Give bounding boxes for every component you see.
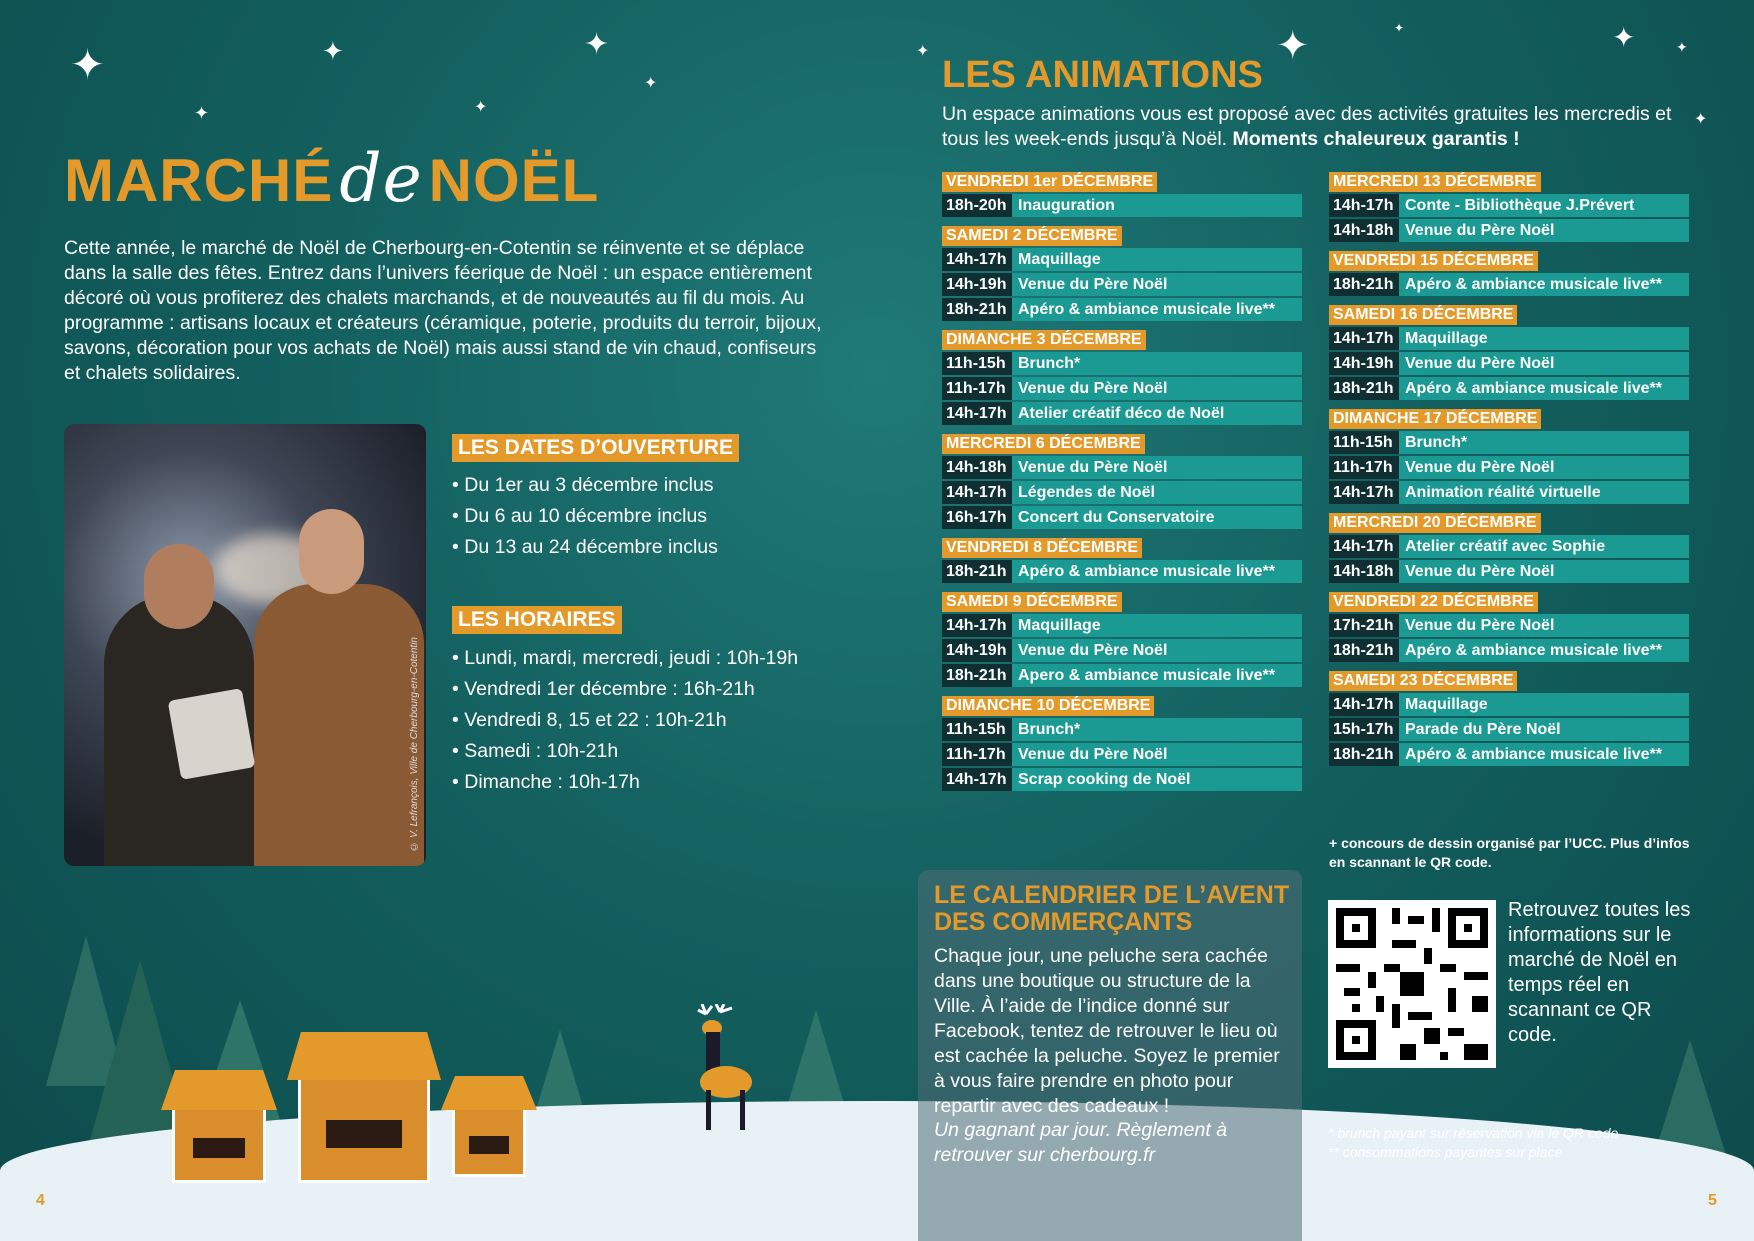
schedule-row bbox=[942, 639, 1302, 662]
schedule-row bbox=[942, 377, 1302, 400]
event-cell: Animation réalité virtuelle bbox=[1399, 481, 1689, 504]
qr-caption: Retrouvez toutes les informations sur le marché de Noël en temps réel en scannant ce QR code. bbox=[1508, 899, 1691, 1046]
schedule-row bbox=[1329, 219, 1689, 242]
day-block bbox=[942, 330, 1302, 425]
list-item: • Vendredi 1er décembre : 16h-21h bbox=[452, 674, 798, 705]
event-cell: Atelier créatif déco de Noël bbox=[1012, 402, 1302, 425]
list-item: • Du 6 au 10 décembre inclus bbox=[452, 501, 718, 532]
advent-calendar-box bbox=[918, 870, 1302, 1241]
advent-title: LE CALENDRIER DE L’AVENT DES COMMERÇANTS bbox=[934, 881, 1290, 936]
list-item: • Lundi, mardi, mercredi, jeudi : 10h-19h bbox=[452, 643, 798, 674]
star-icon: ✦ bbox=[1612, 22, 1636, 53]
event-cell: Venue du Père Noël bbox=[1399, 614, 1689, 637]
schedule-row bbox=[1329, 431, 1689, 454]
day-heading: MERCREDI 20 DÉCEMBRE bbox=[1329, 513, 1541, 533]
schedule-row bbox=[942, 743, 1302, 766]
time-cell: 18h-21h bbox=[942, 664, 1012, 687]
time-cell: 14h-18h bbox=[1329, 219, 1399, 242]
hours-list bbox=[452, 643, 798, 798]
schedule-row bbox=[942, 664, 1302, 687]
photo-credit: © V. Lefrançois, Ville de Cherbourg-en-Cotentin bbox=[409, 637, 420, 852]
time-cell: 14h-19h bbox=[942, 273, 1012, 296]
time-cell: 17h-21h bbox=[1329, 614, 1399, 637]
time-cell: 14h-17h bbox=[1329, 481, 1399, 504]
time-cell: 11h-17h bbox=[942, 377, 1012, 400]
day-block bbox=[1329, 172, 1689, 242]
schedule-row bbox=[1329, 273, 1689, 296]
event-cell: Concert du Conservatoire bbox=[1012, 506, 1302, 529]
day-block bbox=[942, 172, 1302, 217]
star-icon: ✦ bbox=[1276, 24, 1310, 68]
event-cell: Apéro & ambiance musicale live** bbox=[1012, 298, 1302, 321]
event-cell: Venue du Père Noël bbox=[1012, 639, 1302, 662]
schedule-row bbox=[1329, 377, 1689, 400]
animations-intro: Un espace animations vous est proposé avec des activités gratuites les mercredis et tous les week-ends jusqu’à Noël. Moments chaleureux garantis ! bbox=[942, 103, 1672, 150]
schedule-row bbox=[942, 506, 1302, 529]
day-heading: MERCREDI 13 DÉCEMBRE bbox=[1329, 172, 1541, 192]
page-title: MARCHÉde NOËL bbox=[64, 140, 600, 217]
time-cell: 14h-17h bbox=[942, 481, 1012, 504]
event-cell: Maquillage bbox=[1012, 614, 1302, 637]
event-cell: Brunch* bbox=[1012, 718, 1302, 741]
day-heading: SAMEDI 16 DÉCEMBRE bbox=[1329, 305, 1517, 325]
time-cell: 14h-18h bbox=[942, 456, 1012, 479]
time-cell: 11h-17h bbox=[1329, 456, 1399, 479]
dates-heading: LES DATES D’OUVERTURE bbox=[452, 434, 739, 462]
time-cell: 18h-21h bbox=[1329, 743, 1399, 766]
time-cell: 11h-17h bbox=[942, 743, 1012, 766]
advent-rules: Un gagnant par jour. Règlement à retrouver sur cherbourg.fr bbox=[934, 1119, 1228, 1166]
day-heading: DIMANCHE 17 DÉCEMBRE bbox=[1329, 409, 1541, 429]
day-block bbox=[1329, 251, 1689, 296]
list-item: • Vendredi 8, 15 et 22 : 10h-21h bbox=[452, 705, 798, 736]
schedule-row bbox=[1329, 743, 1689, 766]
day-heading: MERCREDI 6 DÉCEMBRE bbox=[942, 434, 1145, 454]
time-cell: 14h-17h bbox=[942, 248, 1012, 271]
schedule-row bbox=[1329, 327, 1689, 350]
time-cell: 14h-17h bbox=[942, 768, 1012, 791]
time-cell: 14h-19h bbox=[1329, 352, 1399, 375]
schedule-row bbox=[1329, 535, 1689, 558]
time-cell: 14h-17h bbox=[942, 614, 1012, 637]
day-heading: VENDREDI 22 DÉCEMBRE bbox=[1329, 592, 1538, 612]
event-cell: Maquillage bbox=[1012, 248, 1302, 271]
schedule-row bbox=[942, 456, 1302, 479]
event-cell: Venue du Père Noël bbox=[1399, 560, 1689, 583]
day-block bbox=[942, 538, 1302, 583]
star-icon: ✦ bbox=[644, 75, 658, 92]
time-cell: 14h-18h bbox=[1329, 560, 1399, 583]
time-cell: 14h-17h bbox=[1329, 693, 1399, 716]
schedule-row bbox=[942, 614, 1302, 637]
schedule-row bbox=[942, 298, 1302, 321]
event-cell: Scrap cooking de Noël bbox=[1012, 768, 1302, 791]
time-cell: 14h-17h bbox=[1329, 327, 1399, 350]
time-cell: 11h-15h bbox=[942, 352, 1012, 375]
event-cell: Inauguration bbox=[1012, 194, 1302, 217]
footnotes: * brunch payant sur réservation via le QR code ** consommations payantes sur place bbox=[1328, 1125, 1619, 1160]
star-icon: ✦ bbox=[70, 41, 106, 88]
day-block bbox=[1329, 409, 1689, 504]
time-cell: 11h-15h bbox=[1329, 431, 1399, 454]
event-cell: Parade du Père Noël bbox=[1399, 718, 1689, 741]
schedule-column-2 bbox=[1329, 172, 1689, 775]
day-block bbox=[942, 434, 1302, 529]
time-cell: 18h-21h bbox=[942, 560, 1012, 583]
star-icon: ✦ bbox=[194, 103, 210, 123]
time-cell: 14h-17h bbox=[1329, 535, 1399, 558]
event-cell: Apéro & ambiance musicale live** bbox=[1399, 639, 1689, 662]
time-cell: 18h-21h bbox=[942, 298, 1012, 321]
event-cell: Légendes de Noël bbox=[1012, 481, 1302, 504]
event-cell: Maquillage bbox=[1399, 327, 1689, 350]
day-heading: SAMEDI 2 DÉCEMBRE bbox=[942, 226, 1122, 246]
list-item: • Du 1er au 3 décembre inclus bbox=[452, 470, 718, 501]
dates-list bbox=[452, 470, 718, 563]
page-number: 5 bbox=[1708, 1192, 1717, 1209]
event-cell: Apero & ambiance musicale live** bbox=[1012, 664, 1302, 687]
schedule-row bbox=[942, 352, 1302, 375]
schedule-row bbox=[942, 718, 1302, 741]
time-cell: 15h-17h bbox=[1329, 718, 1399, 741]
day-heading: VENDREDI 1er DÉCEMBRE bbox=[942, 172, 1157, 192]
day-block bbox=[1329, 671, 1689, 766]
day-block bbox=[942, 696, 1302, 791]
day-block bbox=[942, 592, 1302, 687]
day-heading: SAMEDI 23 DÉCEMBRE bbox=[1329, 671, 1517, 691]
event-cell: Apéro & ambiance musicale live** bbox=[1012, 560, 1302, 583]
schedule-row bbox=[1329, 456, 1689, 479]
animations-title: LES ANIMATIONS bbox=[942, 54, 1263, 96]
chalet-icon bbox=[298, 1080, 430, 1183]
schedule-row bbox=[942, 273, 1302, 296]
day-block bbox=[1329, 592, 1689, 662]
schedule-row bbox=[942, 402, 1302, 425]
day-block bbox=[1329, 513, 1689, 583]
event-cell: Venue du Père Noël bbox=[1399, 219, 1689, 242]
event-cell: Venue du Père Noël bbox=[1399, 456, 1689, 479]
event-cell: Venue du Père Noël bbox=[1012, 456, 1302, 479]
schedule-row bbox=[1329, 352, 1689, 375]
schedule-row bbox=[1329, 560, 1689, 583]
page-number: 4 bbox=[36, 1192, 45, 1209]
day-heading: VENDREDI 8 DÉCEMBRE bbox=[942, 538, 1142, 558]
chalet-icon bbox=[172, 1110, 266, 1183]
time-cell: 16h-17h bbox=[942, 506, 1012, 529]
schedule-row bbox=[942, 194, 1302, 217]
event-cell: Venue du Père Noël bbox=[1012, 377, 1302, 400]
day-block bbox=[942, 226, 1302, 321]
schedule-row bbox=[942, 768, 1302, 791]
list-item: • Dimanche : 10h-17h bbox=[452, 767, 798, 798]
time-cell: 14h-17h bbox=[942, 402, 1012, 425]
time-cell: 18h-20h bbox=[942, 194, 1012, 217]
star-icon: ✦ bbox=[322, 36, 344, 66]
star-icon: ✦ bbox=[1694, 111, 1708, 128]
star-icon: ✦ bbox=[916, 43, 930, 60]
schedule-row bbox=[1329, 718, 1689, 741]
star-icon: ✦ bbox=[584, 28, 610, 61]
event-cell: Apéro & ambiance musicale live** bbox=[1399, 377, 1689, 400]
schedule-row bbox=[942, 248, 1302, 271]
time-cell: 18h-21h bbox=[1329, 639, 1399, 662]
hours-heading: LES HORAIRES bbox=[452, 606, 622, 634]
schedule-row bbox=[1329, 481, 1689, 504]
day-heading: VENDREDI 15 DÉCEMBRE bbox=[1329, 251, 1538, 271]
chalet-icon bbox=[452, 1110, 526, 1177]
schedule-row bbox=[1329, 639, 1689, 662]
event-cell: Atelier créatif avec Sophie bbox=[1399, 535, 1689, 558]
market-photo bbox=[64, 424, 426, 866]
reindeer-icon bbox=[676, 1004, 756, 1134]
star-icon: ✦ bbox=[474, 99, 488, 116]
schedule-row bbox=[1329, 693, 1689, 716]
day-heading: DIMANCHE 10 DÉCEMBRE bbox=[942, 696, 1154, 716]
event-cell: Apéro & ambiance musicale live** bbox=[1399, 273, 1689, 296]
schedule-row bbox=[942, 560, 1302, 583]
event-cell: Venue du Père Noël bbox=[1399, 352, 1689, 375]
star-icon: ✦ bbox=[1676, 39, 1688, 55]
day-heading: DIMANCHE 3 DÉCEMBRE bbox=[942, 330, 1146, 350]
time-cell: 14h-19h bbox=[942, 639, 1012, 662]
event-cell: Brunch* bbox=[1012, 352, 1302, 375]
qr-code[interactable] bbox=[1328, 900, 1496, 1068]
list-item: • Samedi : 10h-21h bbox=[452, 736, 798, 767]
schedule-row bbox=[1329, 194, 1689, 217]
list-item: • Du 13 au 24 décembre inclus bbox=[452, 532, 718, 563]
time-cell: 18h-21h bbox=[1329, 273, 1399, 296]
event-cell: Brunch* bbox=[1399, 431, 1689, 454]
schedule-column-1 bbox=[942, 172, 1302, 800]
day-block bbox=[1329, 305, 1689, 400]
event-cell: Venue du Père Noël bbox=[1012, 273, 1302, 296]
event-cell: Apéro & ambiance musicale live** bbox=[1399, 743, 1689, 766]
schedule-row bbox=[942, 481, 1302, 504]
event-cell: Venue du Père Noël bbox=[1012, 743, 1302, 766]
day-heading: SAMEDI 9 DÉCEMBRE bbox=[942, 592, 1122, 612]
star-icon: ✦ bbox=[1394, 21, 1405, 35]
event-cell: Maquillage bbox=[1399, 693, 1689, 716]
time-cell: 18h-21h bbox=[1329, 377, 1399, 400]
schedule-row bbox=[1329, 614, 1689, 637]
concours-note: + concours de dessin organisé par l’UCC. Plus d’infos en scannant le QR code. bbox=[1329, 835, 1690, 870]
advent-text: Chaque jour, une peluche sera cachée dans une boutique ou structure de la Ville. À l’aide de l’indice donné sur Facebook, tentez de retrouver le lieu où est cachée la peluche. Soyez le premier à vous faire prendre en photo pour repartir avec des cadeaux ! bbox=[934, 945, 1280, 1117]
intro-paragraph: Cette année, le marché de Noël de Cherbourg-en-Cotentin se réinvente et se déplace dans la salle des fêtes. Entrez dans l’univers féerique de Noël : un espace entièrement décoré où vous profiterez des chalets marchands, et de nouveautés au fil du mois. Au programme : artisans locaux et créateurs (céramique, poterie, produits du terroir, bijoux, savons, décoration pour vos achats de Noël) mais aussi stand de vin chaud, confiseurs et chalets solidaires. bbox=[64, 237, 822, 384]
event-cell: Conte - Bibliothèque J.Prévert bbox=[1399, 194, 1689, 217]
time-cell: 11h-15h bbox=[942, 718, 1012, 741]
time-cell: 14h-17h bbox=[1329, 194, 1399, 217]
